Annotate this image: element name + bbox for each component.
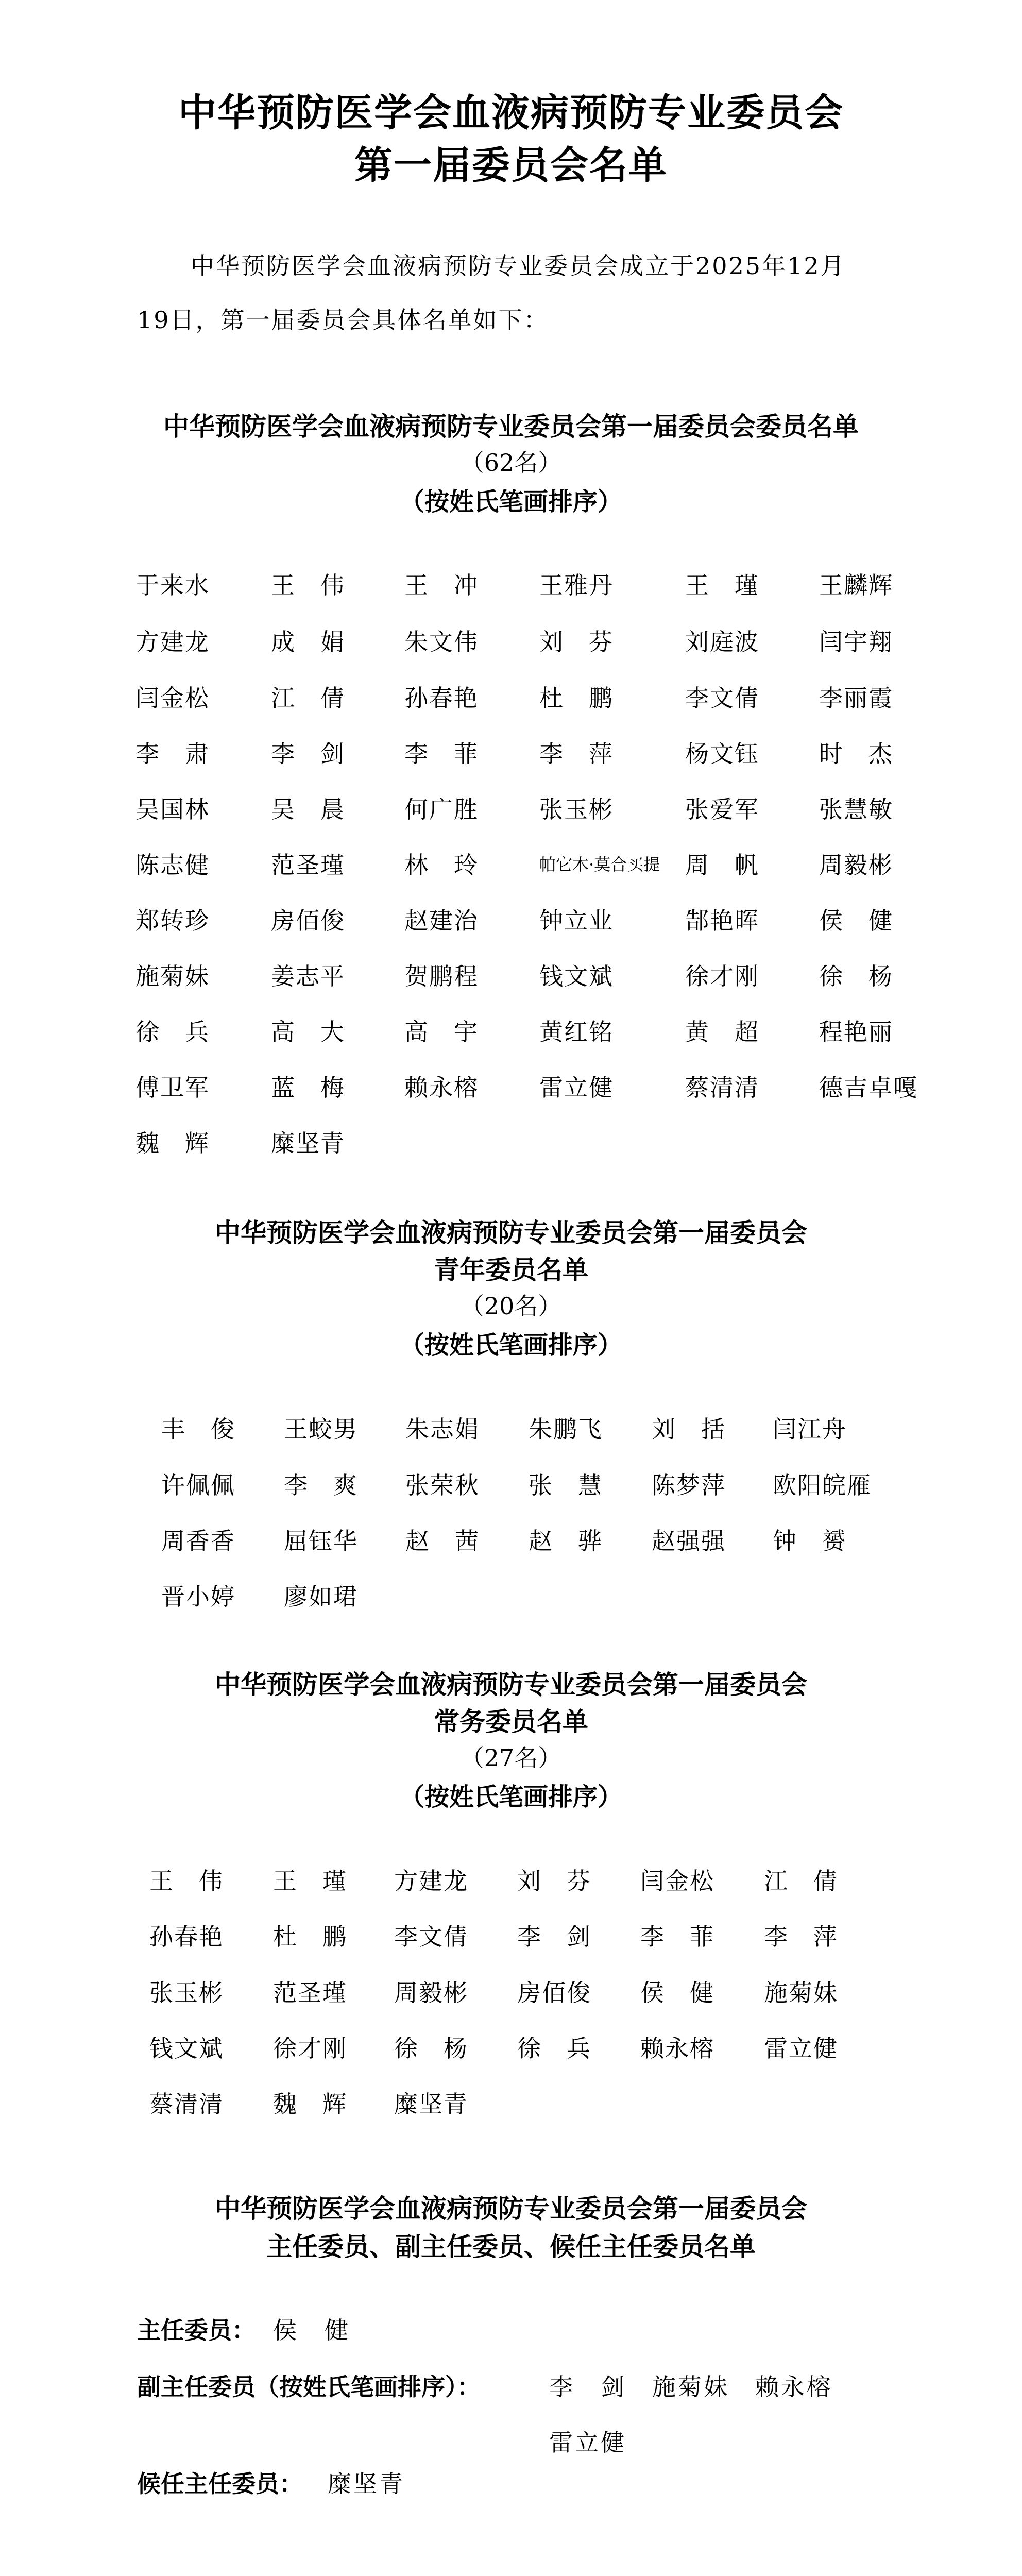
member-name: 吴 晨 <box>271 795 345 823</box>
member-name: 杜 鹏 <box>539 684 614 712</box>
member-name: 赵建治 <box>404 907 479 935</box>
section-standing-heading-line1: 中华预防医学会血液病预防专业委员会第一届委员会 <box>215 1669 807 1700</box>
vice-chair-names-line2: 雷立健 <box>549 2429 626 2456</box>
member-name: 许佩佩 <box>161 1471 235 1499</box>
member-name: 李 菲 <box>640 1923 714 1951</box>
member-name: 侯 健 <box>819 907 893 935</box>
vice-chair-label: 副主任委员（按姓氏笔画排序）： <box>137 2373 481 2401</box>
member-name: 闫宇翔 <box>819 628 893 656</box>
member-name: 李文倩 <box>394 1923 468 1951</box>
member-name: 张爱军 <box>685 795 759 823</box>
section-leadership-heading-line1: 中华预防医学会血液病预防专业委员会第一届委员会 <box>215 2193 807 2224</box>
member-name: 李 萍 <box>764 1923 838 1951</box>
member-name: 王蛟男 <box>284 1415 358 1443</box>
member-name: 朱鹏飞 <box>529 1415 603 1443</box>
member-name: 杜 鹏 <box>273 1923 347 1951</box>
member-name: 范圣瑾 <box>271 851 345 879</box>
member-name: 黄 超 <box>685 1018 759 1046</box>
member-name: 房佰俊 <box>517 1979 591 2007</box>
member-name: 于来水 <box>135 571 210 599</box>
member-name: 王 瑾 <box>273 1867 347 1895</box>
member-name: 赵 茜 <box>405 1527 480 1555</box>
member-name: 丰 俊 <box>161 1415 235 1443</box>
section-standing-heading-line2: 常务委员名单 <box>434 1706 588 1737</box>
member-name: 周毅彬 <box>394 1979 468 2007</box>
member-name: 钱文斌 <box>149 2035 224 2062</box>
member-name: 傅卫军 <box>135 1074 210 1101</box>
member-name: 徐 杨 <box>394 2035 468 2062</box>
member-name: 屈钰华 <box>284 1527 358 1555</box>
member-name: 江 倩 <box>764 1867 838 1895</box>
member-name: 刘庭波 <box>685 628 759 656</box>
section-youth-heading-line1: 中华预防医学会血液病预防专业委员会第一届委员会 <box>215 1217 807 1248</box>
member-name: 王 瑾 <box>685 571 759 599</box>
member-name: 王 伟 <box>271 571 345 599</box>
member-name: 张玉彬 <box>539 795 614 823</box>
section-members-count: （62名） <box>460 449 562 477</box>
member-name: 陈梦萍 <box>652 1471 726 1499</box>
member-name: 王麟辉 <box>819 571 893 599</box>
member-name: 江 倩 <box>271 684 345 712</box>
member-name: 成 娟 <box>271 628 345 656</box>
section-leadership-heading-line2: 主任委员、副主任委员、候任主任委员名单 <box>266 2231 756 2262</box>
member-name: 廖如珺 <box>284 1583 358 1611</box>
member-name: 吴国林 <box>135 795 210 823</box>
member-name: 时 杰 <box>819 740 893 768</box>
section-members-heading: 中华预防医学会血液病预防专业委员会第一届委员会委员名单 <box>163 411 859 442</box>
member-name: 赖永榕 <box>404 1074 479 1101</box>
member-name: 赖永榕 <box>640 2035 714 2062</box>
section-youth-heading-line2: 青年委员名单 <box>434 1255 588 1285</box>
member-name: 方建龙 <box>394 1867 468 1895</box>
member-name: 徐 兵 <box>135 1018 210 1046</box>
member-name: 徐才刚 <box>273 2035 347 2062</box>
member-name: 周 帆 <box>685 851 759 879</box>
member-name: 李 萍 <box>539 740 614 768</box>
chair-label: 主任委员： <box>137 2316 256 2344</box>
member-name: 李丽霞 <box>819 684 893 712</box>
member-name: 雷立健 <box>764 2035 838 2062</box>
member-name: 高 宇 <box>404 1018 479 1046</box>
member-name: 欧阳皖雁 <box>773 1471 872 1499</box>
member-name: 闫江舟 <box>773 1415 847 1443</box>
member-name: 施菊妹 <box>764 1979 838 2007</box>
member-name: 赵 骅 <box>529 1527 603 1555</box>
member-name: 程艳丽 <box>819 1018 893 1046</box>
member-name: 王 冲 <box>404 571 479 599</box>
member-name: 林 玲 <box>404 851 479 879</box>
intro-line2: 19日，第一届委员会具体名单如下： <box>137 306 549 334</box>
member-name: 孙春艳 <box>149 1923 224 1951</box>
member-name: 方建龙 <box>135 628 210 656</box>
chair-elect-name: 糜坚青 <box>328 2470 405 2498</box>
member-name: 张慧敏 <box>819 795 893 823</box>
member-name: 王雅丹 <box>539 571 614 599</box>
member-name: 蓝 梅 <box>271 1074 345 1101</box>
member-name: 糜坚青 <box>394 2090 468 2118</box>
member-name: 蔡清清 <box>685 1074 759 1101</box>
member-name: 侯 健 <box>640 1979 714 2007</box>
member-name: 房佰俊 <box>271 907 345 935</box>
member-name: 钱文斌 <box>539 962 614 990</box>
member-name: 刘 芬 <box>539 628 614 656</box>
member-name: 姜志平 <box>271 962 345 990</box>
member-name: 陈志健 <box>135 851 210 879</box>
member-name: 范圣瑾 <box>273 1979 347 2007</box>
member-name: 张玉彬 <box>149 1979 224 2007</box>
member-name: 李 剑 <box>271 740 345 768</box>
member-name: 李 菲 <box>404 740 479 768</box>
member-name: 孙春艳 <box>404 684 479 712</box>
member-name: 贺鹏程 <box>404 962 479 990</box>
chair-name: 侯 健 <box>273 2316 350 2344</box>
member-name: 帕它木·莫合买提 <box>539 855 660 874</box>
member-name: 张荣秋 <box>405 1471 480 1499</box>
member-name: 蔡清清 <box>149 2090 224 2118</box>
vice-chair-names-line1: 李 剑 施菊妹 赖永榕 <box>549 2373 832 2401</box>
member-name: 闫金松 <box>135 684 210 712</box>
member-name: 王 伟 <box>149 1867 224 1895</box>
member-name: 高 大 <box>271 1018 345 1046</box>
member-name: 徐 兵 <box>517 2035 591 2062</box>
member-name: 钟立业 <box>539 907 614 935</box>
member-name: 糜坚青 <box>271 1129 345 1157</box>
section-standing-sort-note: （按姓氏笔画排序） <box>399 1783 622 1811</box>
member-name: 刘 括 <box>652 1415 726 1443</box>
member-name: 魏 辉 <box>135 1129 210 1157</box>
member-name: 闫金松 <box>640 1867 714 1895</box>
member-name: 周毅彬 <box>819 851 893 879</box>
member-name: 杨文钰 <box>685 740 759 768</box>
member-name: 朱志娟 <box>405 1415 480 1443</box>
member-name: 李 爽 <box>284 1471 358 1499</box>
member-name: 徐才刚 <box>685 962 759 990</box>
member-name: 黄红铭 <box>539 1018 614 1046</box>
member-name: 郑转珍 <box>135 907 210 935</box>
member-name: 钟 赟 <box>773 1527 847 1555</box>
member-name: 郜艳晖 <box>685 907 759 935</box>
member-name: 李文倩 <box>685 684 759 712</box>
member-name: 周香香 <box>161 1527 235 1555</box>
member-name: 德吉卓嘎 <box>819 1074 918 1101</box>
member-name: 雷立健 <box>539 1074 614 1101</box>
member-name: 晋小婷 <box>161 1583 235 1611</box>
member-name: 赵强强 <box>652 1527 726 1555</box>
member-name: 李 剑 <box>517 1923 591 1951</box>
chair-elect-label: 候任主任委员： <box>137 2470 303 2498</box>
section-standing-count: （27名） <box>460 1744 562 1772</box>
member-name: 刘 芬 <box>517 1867 591 1895</box>
document-title-line1: 中华预防医学会血液病预防专业委员会 <box>178 91 844 135</box>
section-members-sort-note: （按姓氏笔画排序） <box>399 487 622 516</box>
member-name: 李 肃 <box>135 740 210 768</box>
member-name: 徐 杨 <box>819 962 893 990</box>
intro-line1: 中华预防医学会血液病预防专业委员会成立于2025年12月 <box>191 252 846 280</box>
member-name: 何广胜 <box>404 795 479 823</box>
section-youth-sort-note: （按姓氏笔画排序） <box>399 1331 622 1360</box>
member-name: 魏 辉 <box>273 2090 347 2118</box>
document-title-line2: 第一届委员会名单 <box>354 143 668 188</box>
section-youth-count: （20名） <box>460 1292 562 1320</box>
member-name: 张 慧 <box>529 1471 603 1499</box>
member-name: 施菊妹 <box>135 962 210 990</box>
member-name: 朱文伟 <box>404 628 479 656</box>
